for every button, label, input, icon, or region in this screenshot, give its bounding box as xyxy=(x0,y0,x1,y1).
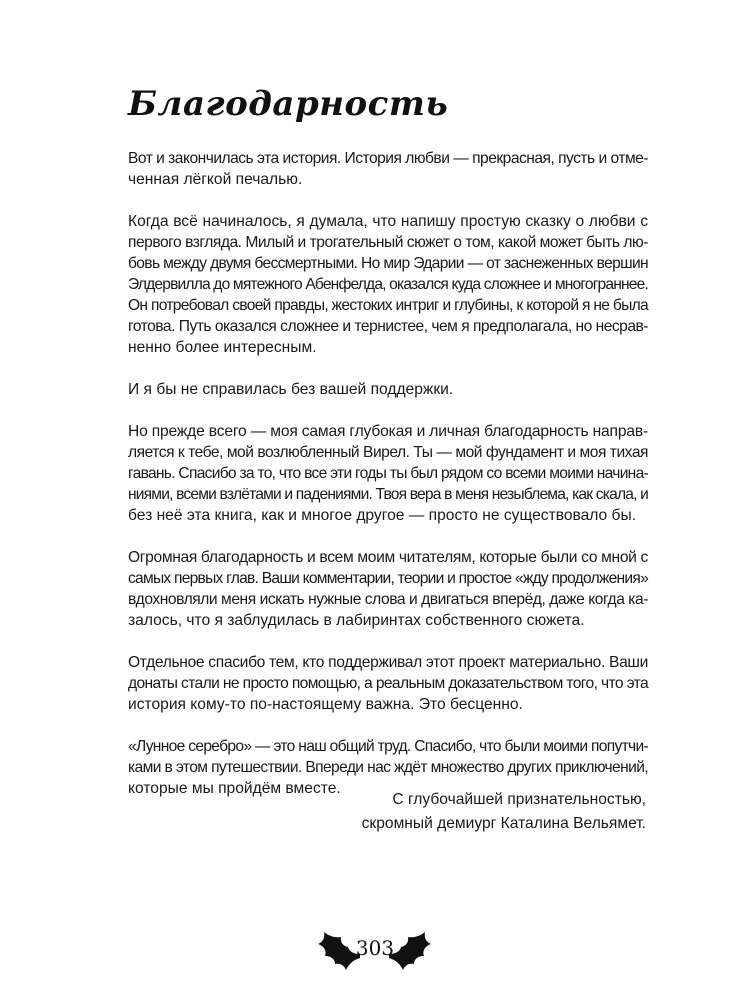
paragraph-line: готова. Путь оказался сложнее и тернистее, чем я предполагала, но несрав- xyxy=(128,318,648,335)
paragraph-line: Огромная благодарность и всем моим читателям, которые были со мной с xyxy=(128,549,648,566)
paragraph-line: Но прежде всего — моя самая глубокая и личная благодарность направ- xyxy=(128,423,648,440)
bat-wing-right-icon xyxy=(388,928,436,972)
paragraph-line: первого взгляда. Милый и трогательный сюжет о том, какой может быть лю- xyxy=(128,234,648,251)
paragraph-line: Элдервилла до мятежного Абенфелда, оказался куда сложнее и многограннее. xyxy=(128,276,648,293)
paragraph-line: Вот и закончилась эта история. История любви — прекрасная, пусть и отме- xyxy=(128,150,648,167)
paragraph-line: самых первых глав. Ваши комментарии, теории и простое «жду продолжения» xyxy=(128,570,648,587)
paragraph-line: ненно более интересным. xyxy=(128,339,317,356)
paragraph-line: залось, что я заблудилась в лабиринтах собственного сюжета. xyxy=(128,612,585,629)
paragraph-line: история кому-то по-настоящему важна. Это бесценно. xyxy=(128,696,523,713)
page-number: 303 xyxy=(355,936,395,960)
paragraph-line: ляется к тебе, мой возлюбленный Вирел. Ты — мой фундамент и моя тихая xyxy=(128,444,648,461)
paragraph-line: И я бы не справилась без вашей поддержки. xyxy=(128,381,454,398)
paragraph-line: вдохновляли меня искать нужные слова и двигаться вперёд, даже когда ка- xyxy=(128,591,648,608)
paragraph xyxy=(128,211,648,358)
paragraph xyxy=(128,652,648,715)
paragraph-line: ками в этом путешествии. Впереди нас ждёт множество других приключений, xyxy=(128,759,648,776)
paragraph-line: Когда всё начиналось, я думала, что напишу простую сказку о любви с xyxy=(128,213,648,230)
paragraph-line: Он потребовал своей правды, жестоких интриг и глубины, к которой я не была xyxy=(128,297,648,314)
signature-line-1: С глубочайшей признательностью, xyxy=(392,791,646,808)
paragraph-line: гавань. Спасибо за то, что все эти годы ты был рядом со всеми моими начина- xyxy=(128,465,648,482)
paragraph-line: Отдельное спасибо тем, кто поддерживал этот проект материально. Ваши xyxy=(128,654,648,671)
body-text xyxy=(128,148,648,820)
signature xyxy=(362,788,646,836)
paragraph xyxy=(128,547,648,631)
paragraph-line: ченная лёгкой печалью. xyxy=(128,171,303,188)
paragraph-line: без неё эта книга, как и многое другое — просто не существовало бы. xyxy=(128,507,637,524)
page-heading: Благодарность xyxy=(128,84,449,124)
paragraph-line: «Лунное серебро» — это наш общий труд. Спасибо, что были моими попутчи- xyxy=(128,738,648,755)
paragraph xyxy=(128,148,648,190)
paragraph xyxy=(128,421,648,526)
paragraph-line: ниями, всеми взлётами и падениями. Твоя вера в меня незыблема, как скала, и xyxy=(128,486,648,503)
page-footer xyxy=(0,922,750,982)
paragraph-line: донаты стали не просто помощью, а реальным доказательством того, что эта xyxy=(128,675,648,692)
signature-line-2: скромный демиург Каталина Вельямет. xyxy=(361,815,646,832)
paragraph-line: которые мы пройдём вместе. xyxy=(128,780,341,797)
paragraph xyxy=(128,379,648,400)
paragraph-line: бовь между двумя бессмертными. Но мир Эдарии — от заснеженных вершин xyxy=(128,255,648,272)
